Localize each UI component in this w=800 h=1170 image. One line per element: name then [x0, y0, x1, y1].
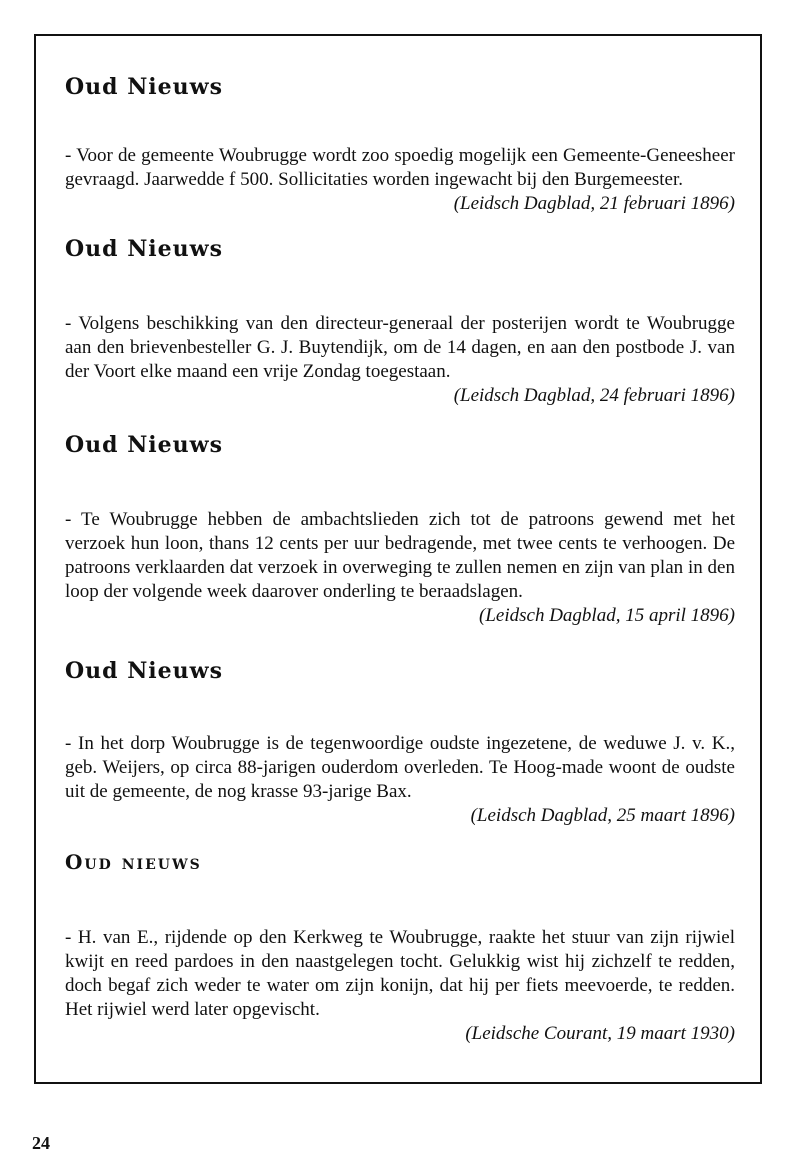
article-source: (Leidsch Dagblad, 21 februari 1896) — [453, 193, 735, 214]
article-text — [65, 144, 735, 214]
article-1 — [65, 76, 735, 216]
article-heading: Oud nieuws — [65, 850, 202, 874]
article-body: - Te Woubrugge hebben de ambachtslieden zich tot de patroons gewend met het verzoek hun loon, thans 12 cents per uur bedragende, met twee cents te verhoogen. De patroons verklaarden dat verzoek in overweging te zullen nemen en zijn van plan in den loop der volgende week daarover onderling te beraadslagen. — [65, 509, 735, 602]
article-text: - In het dorp Woubrugge is de tegenwoordige oudste ingezetene, de weduwe J. v. K., geb. Weijers, op circa 88-jarigen ouderdom overleden. Te Hoog-made woont de oudste uit de gemeente, de nog krasse 93-jarige Bax. — [65, 733, 735, 802]
article-5 — [65, 852, 735, 1046]
article-heading: Oud Nieuws — [65, 236, 223, 262]
article-source: (Leidsch Dagblad, 24 februari 1896) — [453, 385, 735, 406]
article-heading: Oud Nieuws — [65, 74, 223, 100]
page-number: 24 — [32, 1133, 50, 1153]
article-source: (Leidsch Dagblad, 25 maart 1896) — [470, 805, 735, 826]
article-3 — [65, 434, 735, 628]
article-source: (Leidsch Dagblad, 15 april 1896) — [479, 605, 735, 626]
article-heading: Oud Nieuws — [65, 432, 223, 458]
article-heading: Oud Nieuws — [65, 658, 223, 684]
article-text: - H. van E., rijdende op den Kerkweg te Woubrugge, raakte het stuur van zijn rijwiel kwijt en reed pardoes in den naastgelegen tocht. Gelukkig wist hij zichzelf te redden, doch begaf zich weder te water om zijn konijn, dat hij per fiets meevoerde, te redden. Het rijwiel werd later opgevischt. — [65, 927, 735, 1020]
article-body: - Voor de gemeente Woubrugge wordt zoo spoedig mogelijk een Gemeente-Geneesheer gevraagd. Jaarwedde f 500. Sollicitaties worden ingewacht bij den Burgemeester. — [65, 145, 735, 190]
article-text — [65, 508, 735, 626]
article-4 — [65, 660, 735, 828]
article-text: - Volgens beschikking van den directeur-generaal der posterijen wordt te Woubrugge aan den brievenbesteller G. J. Buytendijk, om de 14 dagen, en aan den postbode J. van der Voort elke maand een vrije Zondag toegestaan. — [65, 313, 735, 382]
article-source: (Leidsche Courant, 19 maart 1930) — [465, 1023, 735, 1044]
article-2 — [65, 238, 735, 408]
